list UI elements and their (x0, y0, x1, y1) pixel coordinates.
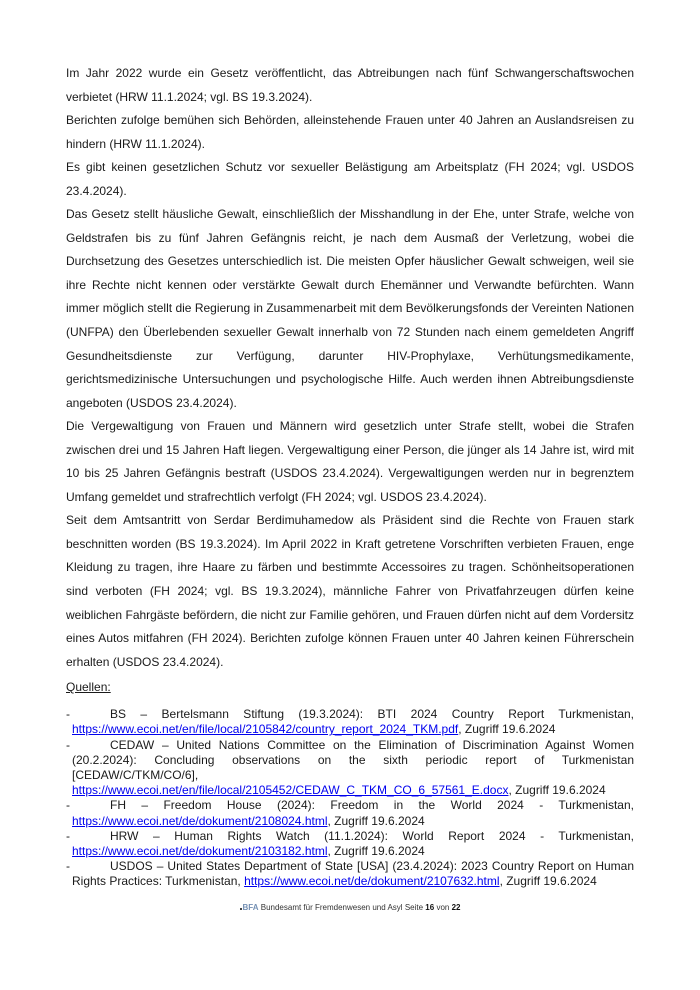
footer-of-label: von (436, 903, 450, 912)
paragraph: Im Jahr 2022 wurde ein Gesetz veröffentlicht, das Abtreibungen nach fünf Schwangerschaftswochen verbietet (HRW 11.1.2024; vgl. BS 19.3.2024). (66, 66, 634, 104)
source-link[interactable]: https://www.ecoi.net/en/file/local/2105842/country_report_2024_TKM.pdf (72, 722, 459, 737)
source-text: , Zugriff 19.6.2024 (508, 783, 606, 798)
paragraph: Das Gesetz stellt häusliche Gewalt, einschließlich der Misshandlung in der Ehe, unter Strafe, welche von Geldstrafen bis zu fünf Jahren Gefängnis reicht, je nach dem Ausmaß der Verletzung, wobei die Durchsetzung des Gesetzes unterschiedlich ist. Die meisten Opfer häuslicher Gewalt schweigen, weil sie ihre Rechte nicht kennen oder verstärkte Gewalt durch Ehemänner und Verwandte befürchten. Wann immer möglich stellt die Regierung in Zusammenarbeit mit dem Bevölkerungsfonds der Vereinten Nationen (UNFPA) den Überlebenden sexueller Gewalt innerhalb von 72 Stunden nach einem gemeldeten Angriff Gesundheitsdienste zur Verfügung, darunter HIV-Prophylaxe, Verhütungsmedikamente, gerichtsmedizinische Untersuchungen und psychologische Hilfe. Auch werden ihnen Abtreibungsdienste angeboten (USDOS 23.4.2024). (66, 207, 634, 410)
body-paragraphs (66, 62, 634, 674)
source-item (66, 738, 634, 799)
source-item (66, 859, 634, 889)
paragraph: Berichten zufolge bemühen sich Behörden, alleinstehende Frauen unter 40 Jahren an Auslandsreisen zu hindern (HRW 11.1.2024). (66, 113, 634, 151)
list-dash-marker: - (66, 707, 70, 722)
source-link[interactable]: https://www.ecoi.net/de/dokument/2107632.html (244, 874, 500, 889)
page-content (66, 62, 634, 890)
source-text: , Zugriff 19.6.2024 (327, 844, 425, 859)
page-footer (0, 903, 700, 913)
bfa-logo-dot-icon (240, 908, 242, 910)
bfa-logo: BFA (242, 903, 259, 912)
source-text: CEDAW – United Nations Committee on the Elimination of Discrimination Against Women (20.2.2024): Concluding observations on the sixth periodic report of Turkmenistan [CEDAW/C/TKM/CO/6], (72, 737, 634, 783)
source-text: , Zugriff 19.6.2024 (327, 813, 425, 828)
paragraph: Seit dem Amtsantritt von Serdar Berdimuhamedow als Präsident sind die Rechte von Frauen stark beschnitten worden (BS 19.3.2024). Im April 2022 in Kraft getretene Vorschriften verbieten Frauen, enge Kleidung zu tragen, ihre Haare zu färben und bestimmte Accessoires zu tragen. Schönheitsoperationen sind verboten (FH 2024; vgl. BS 19.3.2024), männliche Fahrer von Privatfahrzeugen dürfen keine weiblichen Fahrgäste befördern, die nicht zur Familie gehören, und Frauen dürfen nicht auf dem Vordersitz eines Autos mitfahren (FH 2024). Berichten zufolge können Frauen unter 40 Jahren keinen Führerschein erhalten (USDOS 23.4.2024). (66, 513, 634, 669)
list-dash-marker: - (66, 828, 70, 843)
source-item (66, 829, 634, 859)
source-link[interactable]: https://www.ecoi.net/de/dokument/2108024.html (72, 813, 328, 828)
source-text: USDOS – United States Department of State [USA] (23.4.2024): 2023 Country Report on Human Rights Practices: Turkmenistan, (72, 859, 634, 889)
footer-page-label: Seite (404, 903, 424, 912)
source-item (66, 707, 634, 737)
paragraph: Es gibt keinen gesetzlichen Schutz vor sexueller Belästigung am Arbeitsplatz (FH 2024; vgl. USDOS 23.4.2024). (66, 160, 634, 198)
source-link[interactable]: https://www.ecoi.net/en/file/local/2105452/CEDAW_C_TKM_CO_6_57561_E.docx (72, 783, 509, 798)
source-text: BS – Bertelsmann Stiftung (19.3.2024): BTI 2024 Country Report Turkmenistan, (110, 707, 634, 722)
footer-org-name: Bundesamt für Fremdenwesen und Asyl (260, 903, 403, 912)
list-dash-marker: - (66, 737, 70, 752)
paragraph: Die Vergewaltigung von Frauen und Männern wird gesetzlich unter Strafe stellt, wobei die Strafen zwischen drei und 15 Jahren Haft liegen. Vergewaltigung einer Person, die jünger als 14 Jahre ist, wird mit 10 bis 25 Jahren Gefängnis bestraft (USDOS 23.4.2024). Vergewaltigungen werden nur in begrenztem Umfang gemeldet und strafrechtlich verfolgt (FH 2024; vgl. USDOS 23.4.2024). (66, 419, 634, 504)
sources-heading: Quellen: (66, 680, 111, 695)
footer-page-number: 16 (425, 903, 435, 912)
sources-heading-row (66, 679, 634, 695)
source-text: HRW – Human Rights Watch (11.1.2024): World Report 2024 - Turkmenistan, (110, 828, 634, 843)
source-text: FH – Freedom House (2024): Freedom in the World 2024 - Turkmenistan, (110, 798, 634, 813)
list-dash-marker: - (66, 798, 70, 813)
list-dash-marker: - (66, 859, 70, 874)
sources-list (66, 707, 634, 889)
source-link[interactable]: https://www.ecoi.net/de/dokument/2103182.html (72, 844, 328, 859)
source-text: , Zugriff 19.6.2024 (458, 722, 556, 737)
source-text: , Zugriff 19.6.2024 (499, 874, 597, 889)
footer-total-pages: 22 (451, 903, 461, 912)
source-item (66, 798, 634, 828)
